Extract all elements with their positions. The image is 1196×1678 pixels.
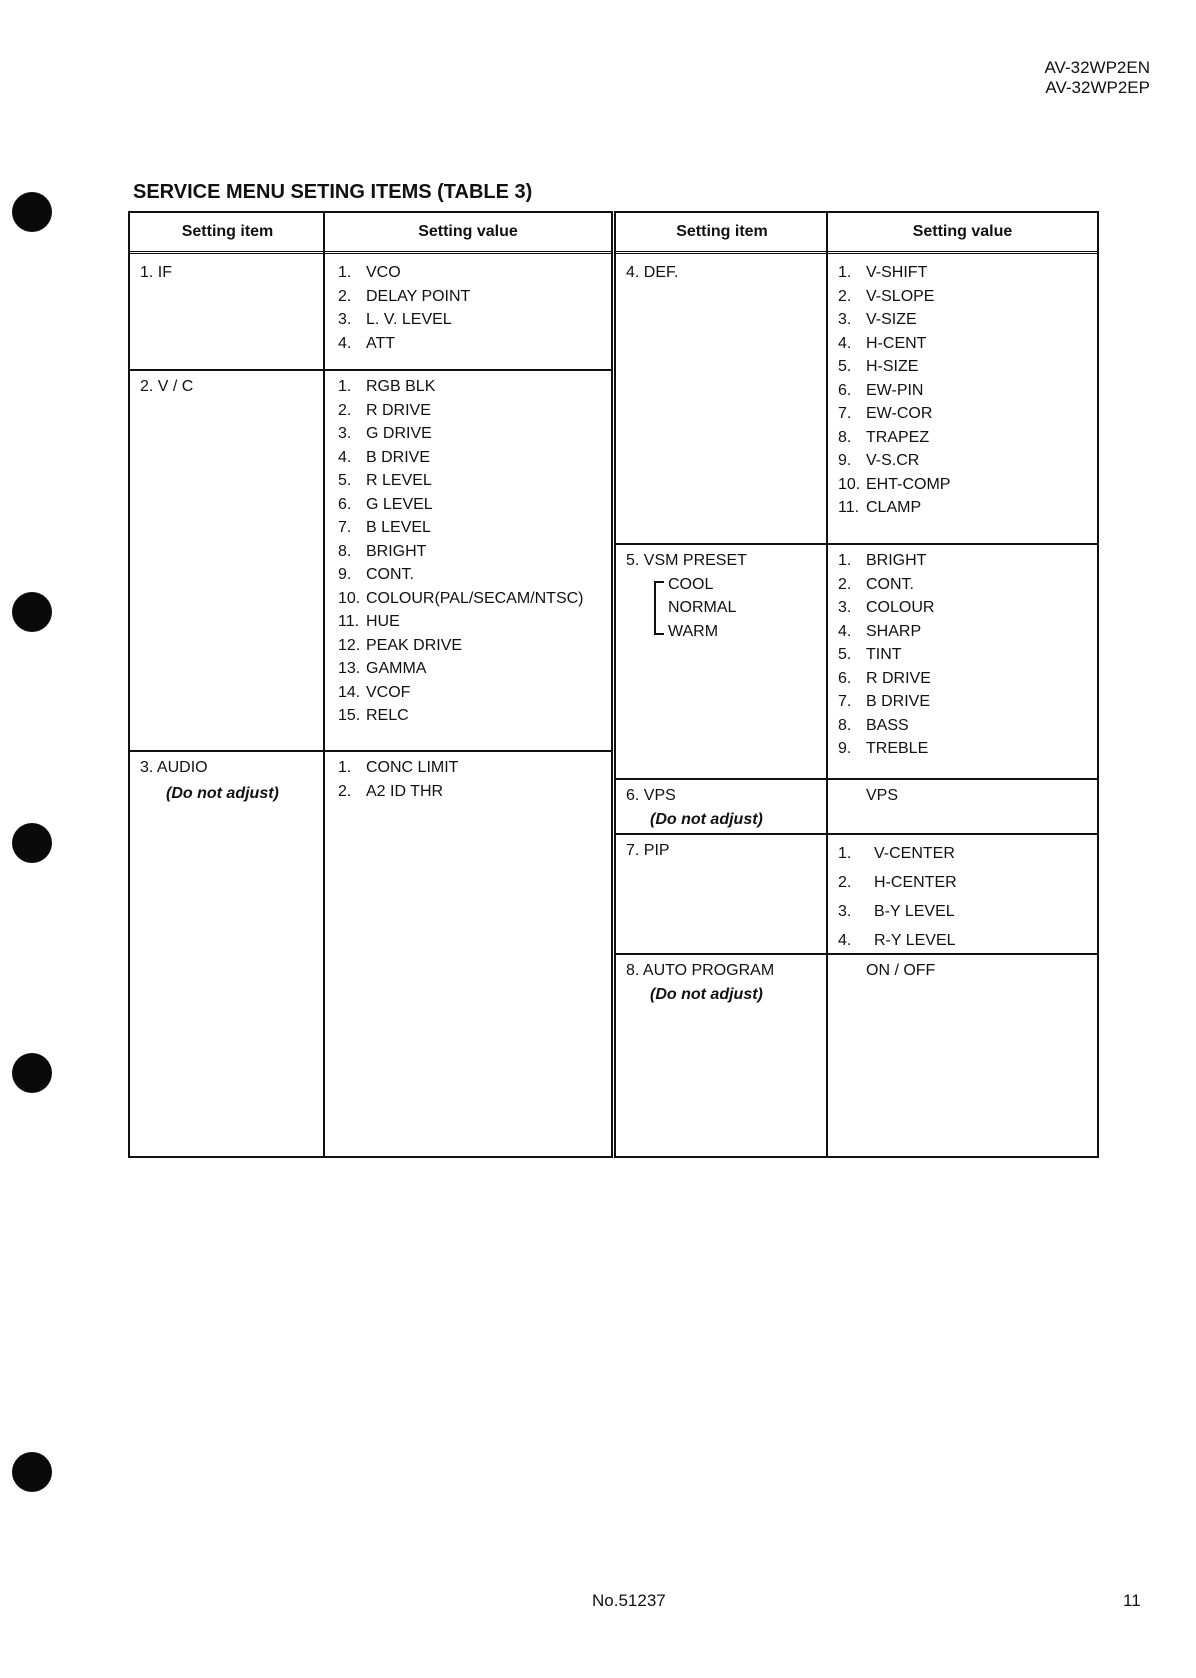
list-item: 6. EW-PIN (838, 381, 924, 399)
header-setting-value: Setting value (828, 213, 1097, 254)
list-item: 4. B DRIVE (338, 448, 431, 466)
list-item: 13. GAMMA (338, 660, 427, 677)
list-item: 3. B-Y LEVEL (838, 903, 955, 920)
list-item: 1. RGB BLK (338, 378, 436, 395)
item-pip (626, 839, 670, 863)
item-def (626, 261, 678, 285)
list-item: 2. DELAY POINT (338, 287, 471, 305)
column-divider (826, 213, 828, 1156)
header-setting-value: Setting value (325, 213, 611, 254)
item-vsm-preset (626, 549, 747, 643)
list-item: 2. H-CENTER (838, 874, 957, 891)
list-item: 9. TREBLE (838, 740, 929, 757)
list-item: 10. EHT-COMP (838, 475, 951, 493)
list-item: 3. V-SIZE (838, 311, 917, 328)
item-label: 4. DEF. (626, 264, 679, 281)
list-item: 3. G DRIVE (338, 425, 432, 442)
list-item: 7. EW-COR (838, 405, 933, 422)
list-item: 3. COLOUR (838, 599, 935, 616)
item-audio (140, 756, 279, 805)
list-item: 2. V-SLOPE (838, 287, 935, 305)
list-item: 15. RELC (338, 707, 409, 724)
item-label: 3. AUDIO (140, 759, 208, 776)
list-item: 8. BRIGHT (338, 542, 427, 560)
list-item: 5. H-SIZE (838, 358, 919, 375)
item-auto-program (626, 959, 774, 1006)
list-item: 11. HUE (338, 613, 400, 630)
list-item: 2. CONT. (838, 575, 914, 593)
list-item: 1. BRIGHT (838, 552, 927, 569)
do-not-adjust-note: (Do not adjust) (650, 810, 763, 828)
list-item: 1. CONC LIMIT (338, 759, 459, 776)
list-item: 7. B LEVEL (338, 519, 431, 536)
model-line: AV-32WP2EN (1044, 58, 1150, 77)
values-audio (338, 756, 458, 803)
item-label: 7. PIP (626, 842, 670, 859)
list-item: 6. R DRIVE (838, 669, 931, 687)
list-item: 7. B DRIVE (838, 693, 931, 710)
page-title: SERVICE MENU SETING ITEMS (TABLE 3) (133, 181, 533, 203)
values-if (338, 261, 470, 355)
row-divider (616, 833, 1097, 835)
list-item: 11. CLAMP (838, 499, 922, 516)
item-vps (626, 784, 763, 831)
left-table (128, 211, 613, 1158)
preset-item: COOL (668, 575, 714, 593)
do-not-adjust-note: (Do not adjust) (166, 784, 279, 802)
preset-item: NORMAL (668, 599, 737, 616)
list-item: 12. PEAK DRIVE (338, 636, 463, 654)
header-setting-item: Setting item (616, 213, 828, 254)
row-divider (130, 750, 611, 752)
column-divider (323, 213, 325, 1156)
list-item: 14. VCOF (338, 683, 411, 701)
right-table (614, 211, 1099, 1158)
list-item: 8. BASS (838, 716, 909, 734)
item-label: 2. V / C (140, 378, 194, 395)
row-divider (130, 369, 611, 371)
list-item: 3. L. V. LEVEL (338, 311, 452, 328)
value-text: VPS (866, 787, 899, 804)
item-label: 1. IF (140, 264, 173, 281)
values-vsm-preset (838, 549, 934, 761)
binder-hole (12, 592, 52, 632)
preset-list (654, 573, 747, 644)
item-vc (140, 375, 193, 399)
list-item: 5. TINT (838, 646, 902, 663)
list-item: 1. V-CENTER (838, 845, 955, 862)
item-if (140, 261, 172, 285)
document-number: No.51237 (592, 1591, 666, 1610)
list-item: 2. R DRIVE (338, 401, 431, 419)
model-header (1044, 58, 1150, 98)
bracket-icon (654, 581, 656, 636)
value-auto-program (866, 959, 935, 983)
row-divider (616, 543, 1097, 545)
item-label: 8. AUTO PROGRAM (626, 962, 775, 979)
do-not-adjust-note: (Do not adjust) (650, 985, 763, 1003)
row-divider (616, 778, 1097, 780)
binder-hole (12, 1452, 52, 1492)
list-item: 4. H-CENT (838, 334, 927, 352)
header-setting-item: Setting item (130, 213, 325, 254)
preset-item: WARM (668, 622, 719, 640)
list-item: 4. SHARP (838, 622, 922, 640)
list-item: 5. R LEVEL (338, 472, 432, 489)
list-item: 2. A2 ID THR (338, 782, 444, 800)
list-item: 9. V-S.CR (838, 452, 920, 469)
binder-hole (12, 823, 52, 863)
value-text: ON / OFF (866, 962, 936, 979)
values-def (838, 261, 950, 520)
value-vps (866, 784, 898, 808)
list-item: 4. ATT (338, 334, 396, 352)
values-pip (838, 839, 957, 955)
list-item: 9. CONT. (338, 566, 414, 583)
list-item: 10. COLOUR(PAL/SECAM/NTSC) (338, 589, 584, 607)
list-item: 6. G LEVEL (338, 495, 433, 513)
list-item: 1. VCO (338, 264, 401, 281)
binder-hole (12, 192, 52, 232)
model-line: AV-32WP2EP (1045, 78, 1150, 97)
list-item: 4. R-Y LEVEL (838, 932, 956, 949)
item-label: 6. VPS (626, 787, 676, 804)
list-item: 1. V-SHIFT (838, 264, 928, 281)
list-item: 8. TRAPEZ (838, 428, 930, 446)
binder-hole (12, 1053, 52, 1093)
item-label: 5. VSM PRESET (626, 552, 747, 569)
page-number: 11 (1123, 1591, 1141, 1610)
values-vc (338, 375, 584, 728)
